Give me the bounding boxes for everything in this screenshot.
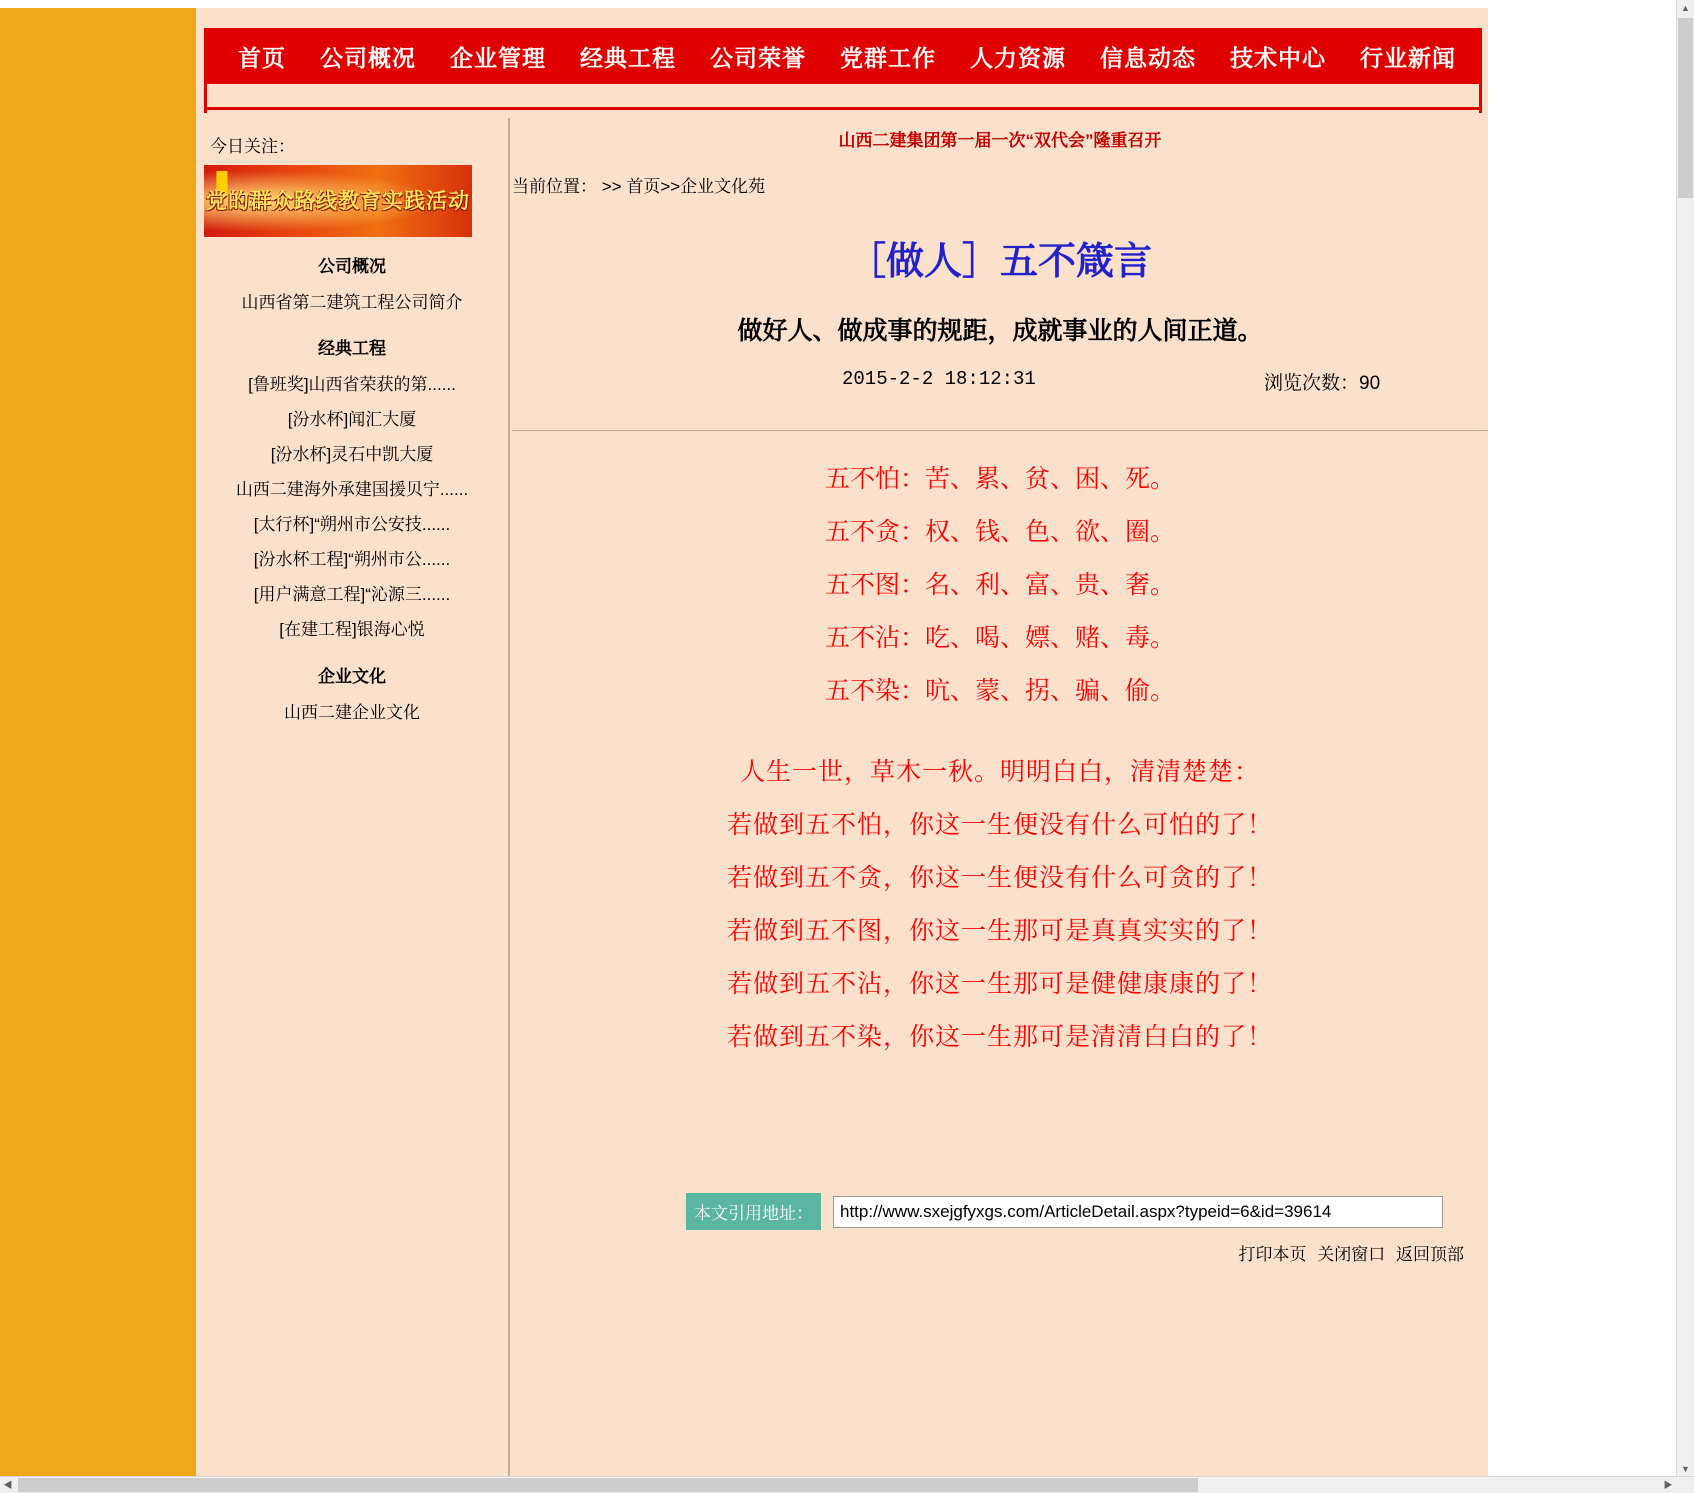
vertical-scrollbar[interactable] <box>1676 0 1694 1478</box>
print-page-button[interactable]: 打印本页 <box>1238 1245 1307 1264</box>
nav-item-classic-projects[interactable]: 经典工程 <box>580 44 676 71</box>
article-body-spacer <box>512 718 1488 746</box>
citation-row <box>686 1193 1443 1230</box>
main-content <box>512 118 1488 1478</box>
sidebar-link-project-6[interactable]: [汾水杯工程]“朔州市公...... <box>253 550 451 569</box>
scrollbar-corner <box>1677 1477 1694 1493</box>
sidebar-title-company-overview: 公司概况 <box>318 257 386 276</box>
breadcrumb-path[interactable]: >> 首页>>企业文化苑 <box>601 177 766 196</box>
content-divider <box>512 430 1488 431</box>
article-body <box>512 453 1488 1064</box>
sidebar-block-classic-projects <box>196 330 508 645</box>
back-to-top-button[interactable]: 返回顶部 <box>1396 1245 1464 1264</box>
article-body-line-8: 若做到五不贪，你这一生便没有什么可贪的了！ <box>726 864 1273 892</box>
scroll-up-icon[interactable]: ▲ <box>1677 0 1694 17</box>
nav-item-tech-center[interactable]: 技术中心 <box>1230 44 1326 71</box>
nav-item-news[interactable]: 信息动态 <box>1100 44 1196 71</box>
nav-item-enterprise-management[interactable]: 企业管理 <box>450 44 546 71</box>
sidebar-block-corporate-culture <box>196 658 508 728</box>
nav-item-company-honors[interactable]: 公司荣誉 <box>710 44 806 71</box>
sidebar-link-project-4[interactable]: 山西二建海外承建国援贝宁...... <box>235 480 469 499</box>
article-body-line-4: 五不沾：吃、喝、嫖、赌、毒。 <box>824 624 1175 652</box>
close-window-button[interactable]: 关闭窗口 <box>1317 1245 1386 1264</box>
main-navigation[interactable] <box>207 28 1586 84</box>
nav-item-human-resources[interactable]: 人力资源 <box>970 44 1066 71</box>
breadcrumb-label: 当前位置： <box>512 177 597 196</box>
horizontal-scroll-thumb[interactable] <box>18 1478 1198 1492</box>
sidebar-link-corporate-culture[interactable]: 山西二建企业文化 <box>284 703 420 722</box>
citation-url-input[interactable] <box>833 1196 1443 1228</box>
sidebar-title-classic-projects: 经典工程 <box>318 339 386 358</box>
article-date: 2015-2-2 18:12:31 <box>842 368 1036 390</box>
article-body-line-2: 五不贪：权、钱、色、欲、圈。 <box>824 518 1175 546</box>
sidebar-title-corporate-culture: 企业文化 <box>318 667 386 686</box>
nav-item-party-work[interactable]: 党群工作 <box>840 44 936 71</box>
article-title: ［做人］五不箴言 <box>847 241 1152 283</box>
top-white-strip <box>0 0 1694 8</box>
article-subtitle: 做好人、做成事的规距，成就事业的人间正道。 <box>737 317 1263 345</box>
scroll-right-icon[interactable]: ▶ <box>1660 1477 1676 1493</box>
today-focus-label: 今日关注： <box>210 137 295 156</box>
vertical-scroll-thumb[interactable] <box>1678 18 1693 198</box>
article-body-line-9: 若做到五不图，你这一生那可是真真实实的了！ <box>726 917 1273 945</box>
article-body-line-7: 若做到五不怕，你这一生便没有什么可怕的了！ <box>726 811 1273 839</box>
article-view-count: 浏览次数：90 <box>1264 373 1381 394</box>
sidebar-block-company-overview <box>196 248 508 318</box>
scroll-left-icon[interactable]: ◀ <box>0 1477 16 1493</box>
breadcrumb <box>512 172 765 197</box>
sidebar-link-project-3[interactable]: [汾水杯]灵石中凯大厦 <box>270 445 434 464</box>
right-white-margin <box>1488 0 1694 1493</box>
article-body-line-6: 人生一世，草木一秋。明明白白，清清楚楚： <box>739 758 1260 786</box>
article-body-line-11: 若做到五不染，你这一生那可是清清白白的了！ <box>726 1023 1273 1051</box>
citation-label: 本文引用地址： <box>686 1193 821 1230</box>
article-meta <box>512 368 1488 394</box>
article-body-line-3: 五不图：名、利、富、贵、奢。 <box>824 571 1175 599</box>
sidebar-link-project-7[interactable]: [用户满意工程]“沁源三...... <box>253 585 451 604</box>
party-education-banner[interactable] <box>204 165 472 237</box>
sidebar-link-project-2[interactable]: [汾水杯]闻汇大厦 <box>287 410 417 429</box>
footer-actions <box>512 1240 1464 1265</box>
nav-item-home[interactable]: 首页 <box>238 44 286 71</box>
article-body-line-5: 五不染：吭、蒙、拐、骗、偷。 <box>824 677 1175 705</box>
horizontal-scrollbar[interactable] <box>0 1476 1694 1493</box>
top-headline[interactable]: 山西二建集团第一届一次“双代会”隆重召开 <box>838 131 1162 150</box>
scroll-down-icon[interactable]: ▼ <box>1677 1461 1694 1478</box>
sidebar-link-company-profile[interactable]: 山西省第二建筑工程公司简介 <box>241 293 463 312</box>
sidebar <box>196 118 510 1478</box>
sidebar-link-project-1[interactable]: [鲁班奖]山西省荣获的第...... <box>248 375 456 394</box>
sidebar-link-project-8[interactable]: [在建工程]银海心悦 <box>279 620 425 639</box>
sidebar-link-project-5[interactable]: [太行杯]“朔州市公安技...... <box>253 515 451 534</box>
article-body-line-10: 若做到五不沾，你这一生那可是健健康康的了！ <box>726 970 1273 998</box>
nav-item-rules[interactable]: 规章制度 <box>1490 44 1586 71</box>
nav-underline <box>207 84 1479 110</box>
nav-item-industry-news[interactable]: 行业新闻 <box>1360 44 1456 71</box>
banner-text: 党的群众路线教育实践活动 <box>206 189 470 213</box>
nav-item-company-overview[interactable]: 公司概况 <box>320 44 416 71</box>
article-body-line-1: 五不怕：苦、累、贫、困、死。 <box>824 465 1175 493</box>
